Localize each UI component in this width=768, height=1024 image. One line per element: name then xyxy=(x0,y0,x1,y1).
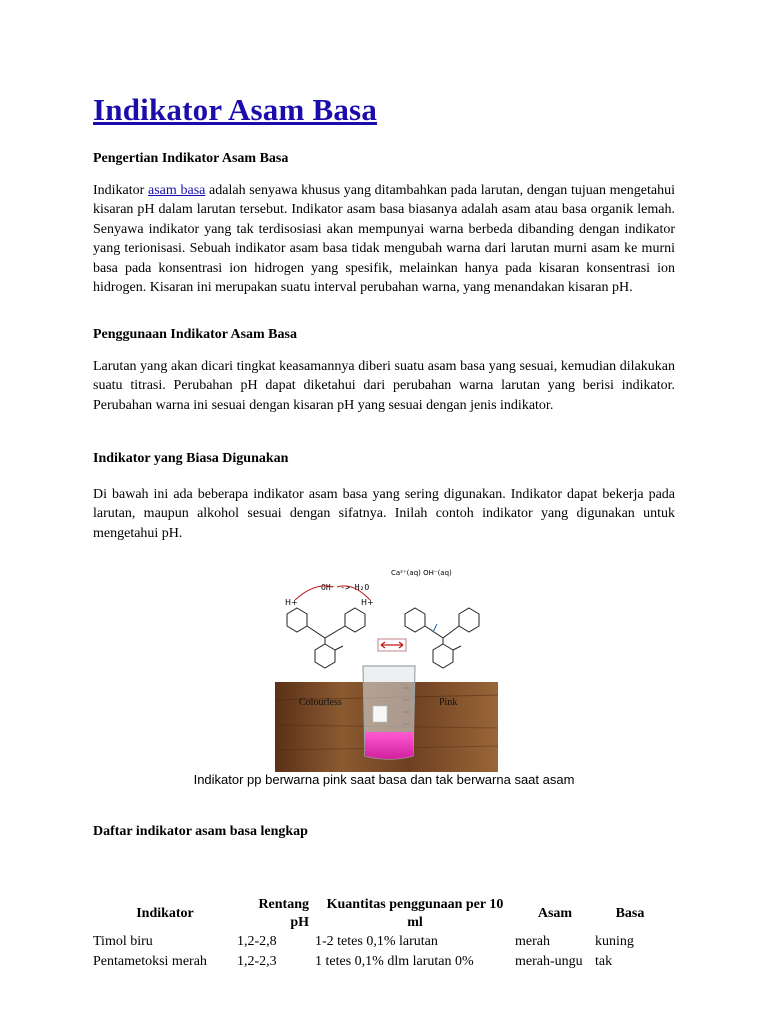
reaction-ions-text: Ca²⁺(aq) OH⁻(aq) xyxy=(391,569,452,577)
cell-kuantitas: 1 tetes 0,1% dlm larutan 0% xyxy=(315,954,474,969)
header-basa: Basa xyxy=(615,906,645,921)
h-plus-right: H+ xyxy=(361,598,374,607)
cell-asam: merah xyxy=(515,934,550,949)
label-pink: Pink xyxy=(439,697,458,708)
h-plus-left: H+ xyxy=(285,598,298,607)
paragraph-biasa-digunakan: Di bawah ini ada beberapa indikator asam basa yang sering digunakan. Indikator dapat bekerja pada larutan, maupun alkohol sesuai dengan sifatnya. Inilah contoh indikator yang digunakan untuk mengetahui pH. xyxy=(93,487,675,541)
paragraph-lead-text: Indikator xyxy=(93,183,149,198)
header-asam: Asam xyxy=(537,906,573,921)
cell-basa: kuning xyxy=(595,934,634,949)
indicator-table xyxy=(93,896,665,972)
cell-rentang-ph: 1,2-2,3 xyxy=(237,954,277,969)
page-title: Indikator Asam Basa xyxy=(93,92,378,127)
section-heading-biasa-digunakan: Indikator yang Biasa Digunakan xyxy=(93,451,289,466)
phenolphthalein-diagram xyxy=(275,560,498,772)
paragraph-body-text: adalah senyawa khusus yang ditambahkan pada larutan, dengan tujuan mengetahui kisaran pH dalam larutan tersebut. Indikator asam basa biasanya adalah asam atau basa organik lemah. Senyawa indikator yang tak terdisosiasi akan mempunyai warna berbeda dibanding dengan indikator yang terionisasi. Sebuah indikator asam basa tidak mengubah warna dari larutan murni asam ke murni basa pada konsentrasi ion hidrogen yang spesifik, melainkan hanya pada kisaran konsentrasi ion hidrogen. Kisaran ini merupakan suatu interval perubahan warna, yang menandakan kisaran pH. xyxy=(93,183,675,296)
paragraph-pengertian xyxy=(93,181,675,297)
cell-rentang-ph: 1,2-2,8 xyxy=(237,934,277,949)
header-kuantitas: Kuantitas penggunaan per 10 ml xyxy=(326,897,504,930)
label-colourless: Colourless xyxy=(299,697,342,708)
cell-basa: tak xyxy=(595,954,613,969)
pink-solution xyxy=(365,732,413,759)
table-row xyxy=(93,952,665,972)
cell-asam: merah-ungu xyxy=(515,954,583,969)
cell-indikator: Pentametoksi merah xyxy=(93,954,207,969)
paragraph-penggunaan: Larutan yang akan dicari tingkat keasamannya diberi suatu asam basa yang sesuai, kemudian dilakukan suatu titrasi. Perubahan pH dapat diketahui dari perubahan warna larutan yang berisi indikator. Perubahan warna ini sesuai dengan kisaran pH yang sesuai dengan jenis indikator. xyxy=(93,359,675,413)
list-heading: Daftar indikator asam basa lengkap xyxy=(93,824,308,839)
table-row xyxy=(93,932,665,952)
phenolphthalein-figure xyxy=(275,560,498,772)
header-indikator: Indikator xyxy=(136,906,194,921)
header-rentang-ph: Rentang pH xyxy=(258,897,309,930)
figure-caption: Indikator pp berwarna pink saat basa dan tak berwarna saat asam xyxy=(193,772,575,787)
table-header-row xyxy=(93,896,665,932)
cell-kuantitas: 1-2 tetes 0,1% larutan xyxy=(315,934,438,949)
reaction-top-text: OH⁻ -> H₂O xyxy=(321,583,370,592)
cell-indikator: Timol biru xyxy=(93,934,153,949)
asam-basa-link[interactable]: asam basa xyxy=(148,183,206,198)
section-heading-penggunaan: Penggunaan Indikator Asam Basa xyxy=(93,327,297,342)
section-heading-pengertian: Pengertian Indikator Asam Basa xyxy=(93,151,289,166)
